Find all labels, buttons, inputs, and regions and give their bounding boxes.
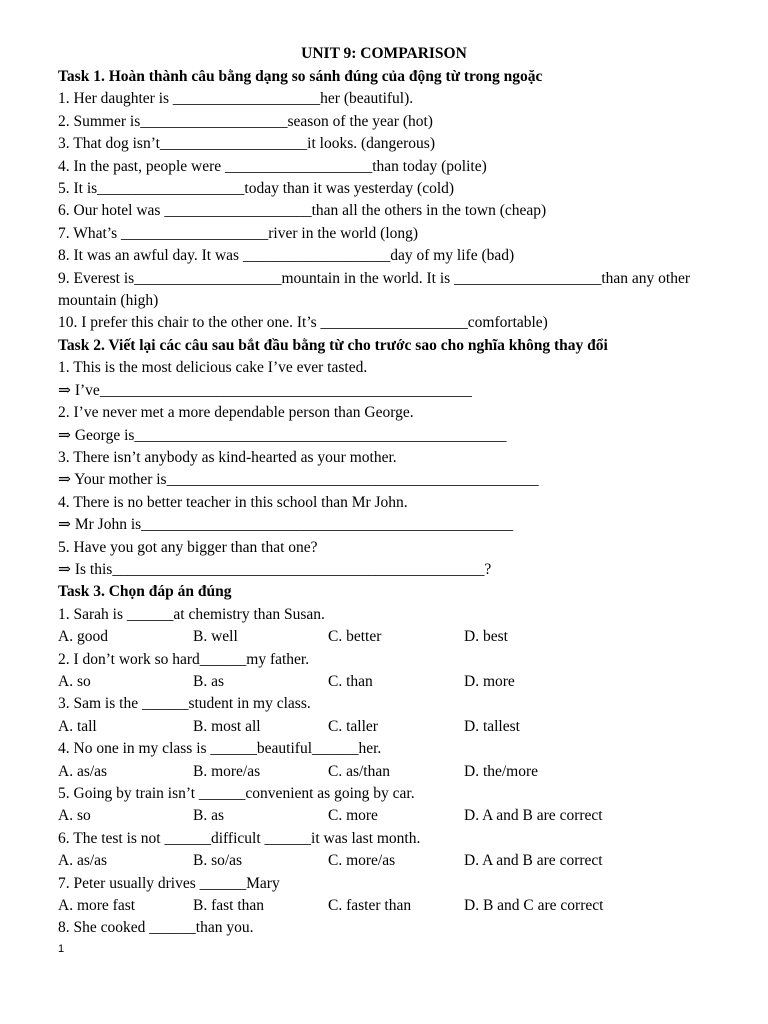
option-c: C. faster than [328,897,412,915]
option-a: A. so [58,807,91,825]
option-c: C. more [328,807,378,825]
option-a: A. as/as [58,852,108,870]
task3-question: 2. I don’t work so hard______my father. [58,650,310,668]
task1-item: 5. It is___________________today than it was yesterday (cold) [58,180,455,198]
option-b: B. most all [193,717,261,735]
option-d: D. tallest [464,717,520,735]
task3-question: 6. The test is not ______difficult ______it was last month. [58,829,421,847]
page-number: 1 [58,943,65,955]
option-b: B. well [193,628,238,646]
answer-options [58,626,738,648]
answer-options [58,716,738,738]
option-a: A. more fast [58,897,136,915]
task2-item: 2. I’ve never met a more dependable person than George. [58,404,414,422]
worksheet-body [58,66,738,940]
option-a: A. as/as [58,762,108,780]
task3-question: 8. She cooked ______than you. [58,919,254,937]
task1-item: 3. That dog isn’t___________________it looks. (dangerous) [58,135,436,153]
option-d: D. the/more [464,762,539,780]
task1-item: 7. What’s ___________________river in the world (long) [58,224,419,242]
option-a: A. tall [58,717,97,735]
task2-item: 1. This is the most delicious cake I’ve ever tasted. [58,359,368,377]
task1-item: 8. It was an awful day. It was ___________________day of my life (bad) [58,247,515,265]
task3-question: 5. Going by train isn’t ______convenient as going by car. [58,785,415,802]
task2-answer-line: ⇒ Mr John is________________________________________________ [58,516,514,534]
option-a: A. good [58,628,108,646]
option-d: D. A and B are correct [464,807,603,825]
option-d: D. A and B are correct [464,852,603,870]
option-b: B. more/as [193,762,261,780]
page-title: UNIT 9: COMPARISON [301,45,467,62]
task1-heading: Task 1. Hoàn thành câu bằng dạng so sánh đúng của động từ trong ngoặc [58,68,543,85]
task2-heading: Task 2. Viết lại các câu sau bắt đầu bằng từ cho trước sao cho nghĩa không thay đổi [58,336,608,354]
task1-item: 1. Her daughter is ___________________her (beautiful). [58,90,414,108]
task3-heading: Task 3. Chọn đáp án đúng [58,583,232,601]
answer-options [58,761,738,783]
task1-item: 2. Summer is___________________season of the year (hot) [58,112,433,130]
task1-item: 9. Everest is___________________mountain in the world. It is ___________________than any other mountain (high) [58,269,694,310]
task2-answer-line: ⇒ Your mother is________________________________________________ [58,471,539,489]
option-b: B. as [193,807,224,825]
task2-item: 3. There isn’t anybody as kind-hearted as your mother. [58,448,397,466]
task2-item: 4. There is no better teacher in this school than Mr John. [58,493,408,511]
task2-answer-line: ⇒ George is________________________________________________ [58,426,507,444]
option-b: B. as [193,672,224,690]
option-c: C. than [328,672,373,690]
task1-item: 10. I prefer this chair to the other one. It’s ___________________comfortable) [58,314,548,332]
answer-options [58,805,738,827]
task3-question: 4. No one in my class is ______beautiful______her. [58,740,382,758]
task3-question: 7. Peter usually drives ______Mary [58,874,280,892]
task2-item: 5. Have you got any bigger than that one? [58,538,318,556]
task2-answer-line: ⇒ I’ve________________________________________________ [58,381,472,399]
option-a: A. so [58,672,91,690]
option-c: C. more/as [328,852,396,870]
option-d: D. B and C are correct [464,897,604,915]
answer-options [58,671,738,693]
option-c: C. taller [328,717,378,735]
task1-item: 6. Our hotel was ___________________than all the others in the town (cheap) [58,202,547,220]
option-b: B. fast than [193,897,265,915]
option-d: D. more [464,672,515,690]
task3-question: 3. Sam is the ______student in my class. [58,695,311,713]
option-b: B. so/as [193,852,243,870]
answer-options [58,895,738,917]
answer-options [58,850,738,872]
option-d: D. best [464,628,508,646]
task3-question: 1. Sarah is ______at chemistry than Susan. [58,605,325,623]
task2-answer-line: ⇒ Is this________________________________________________? [58,560,492,578]
option-c: C. better [328,628,382,646]
task1-item: 4. In the past, people were ___________________than today (polite) [58,157,487,175]
option-c: C. as/than [328,762,390,780]
